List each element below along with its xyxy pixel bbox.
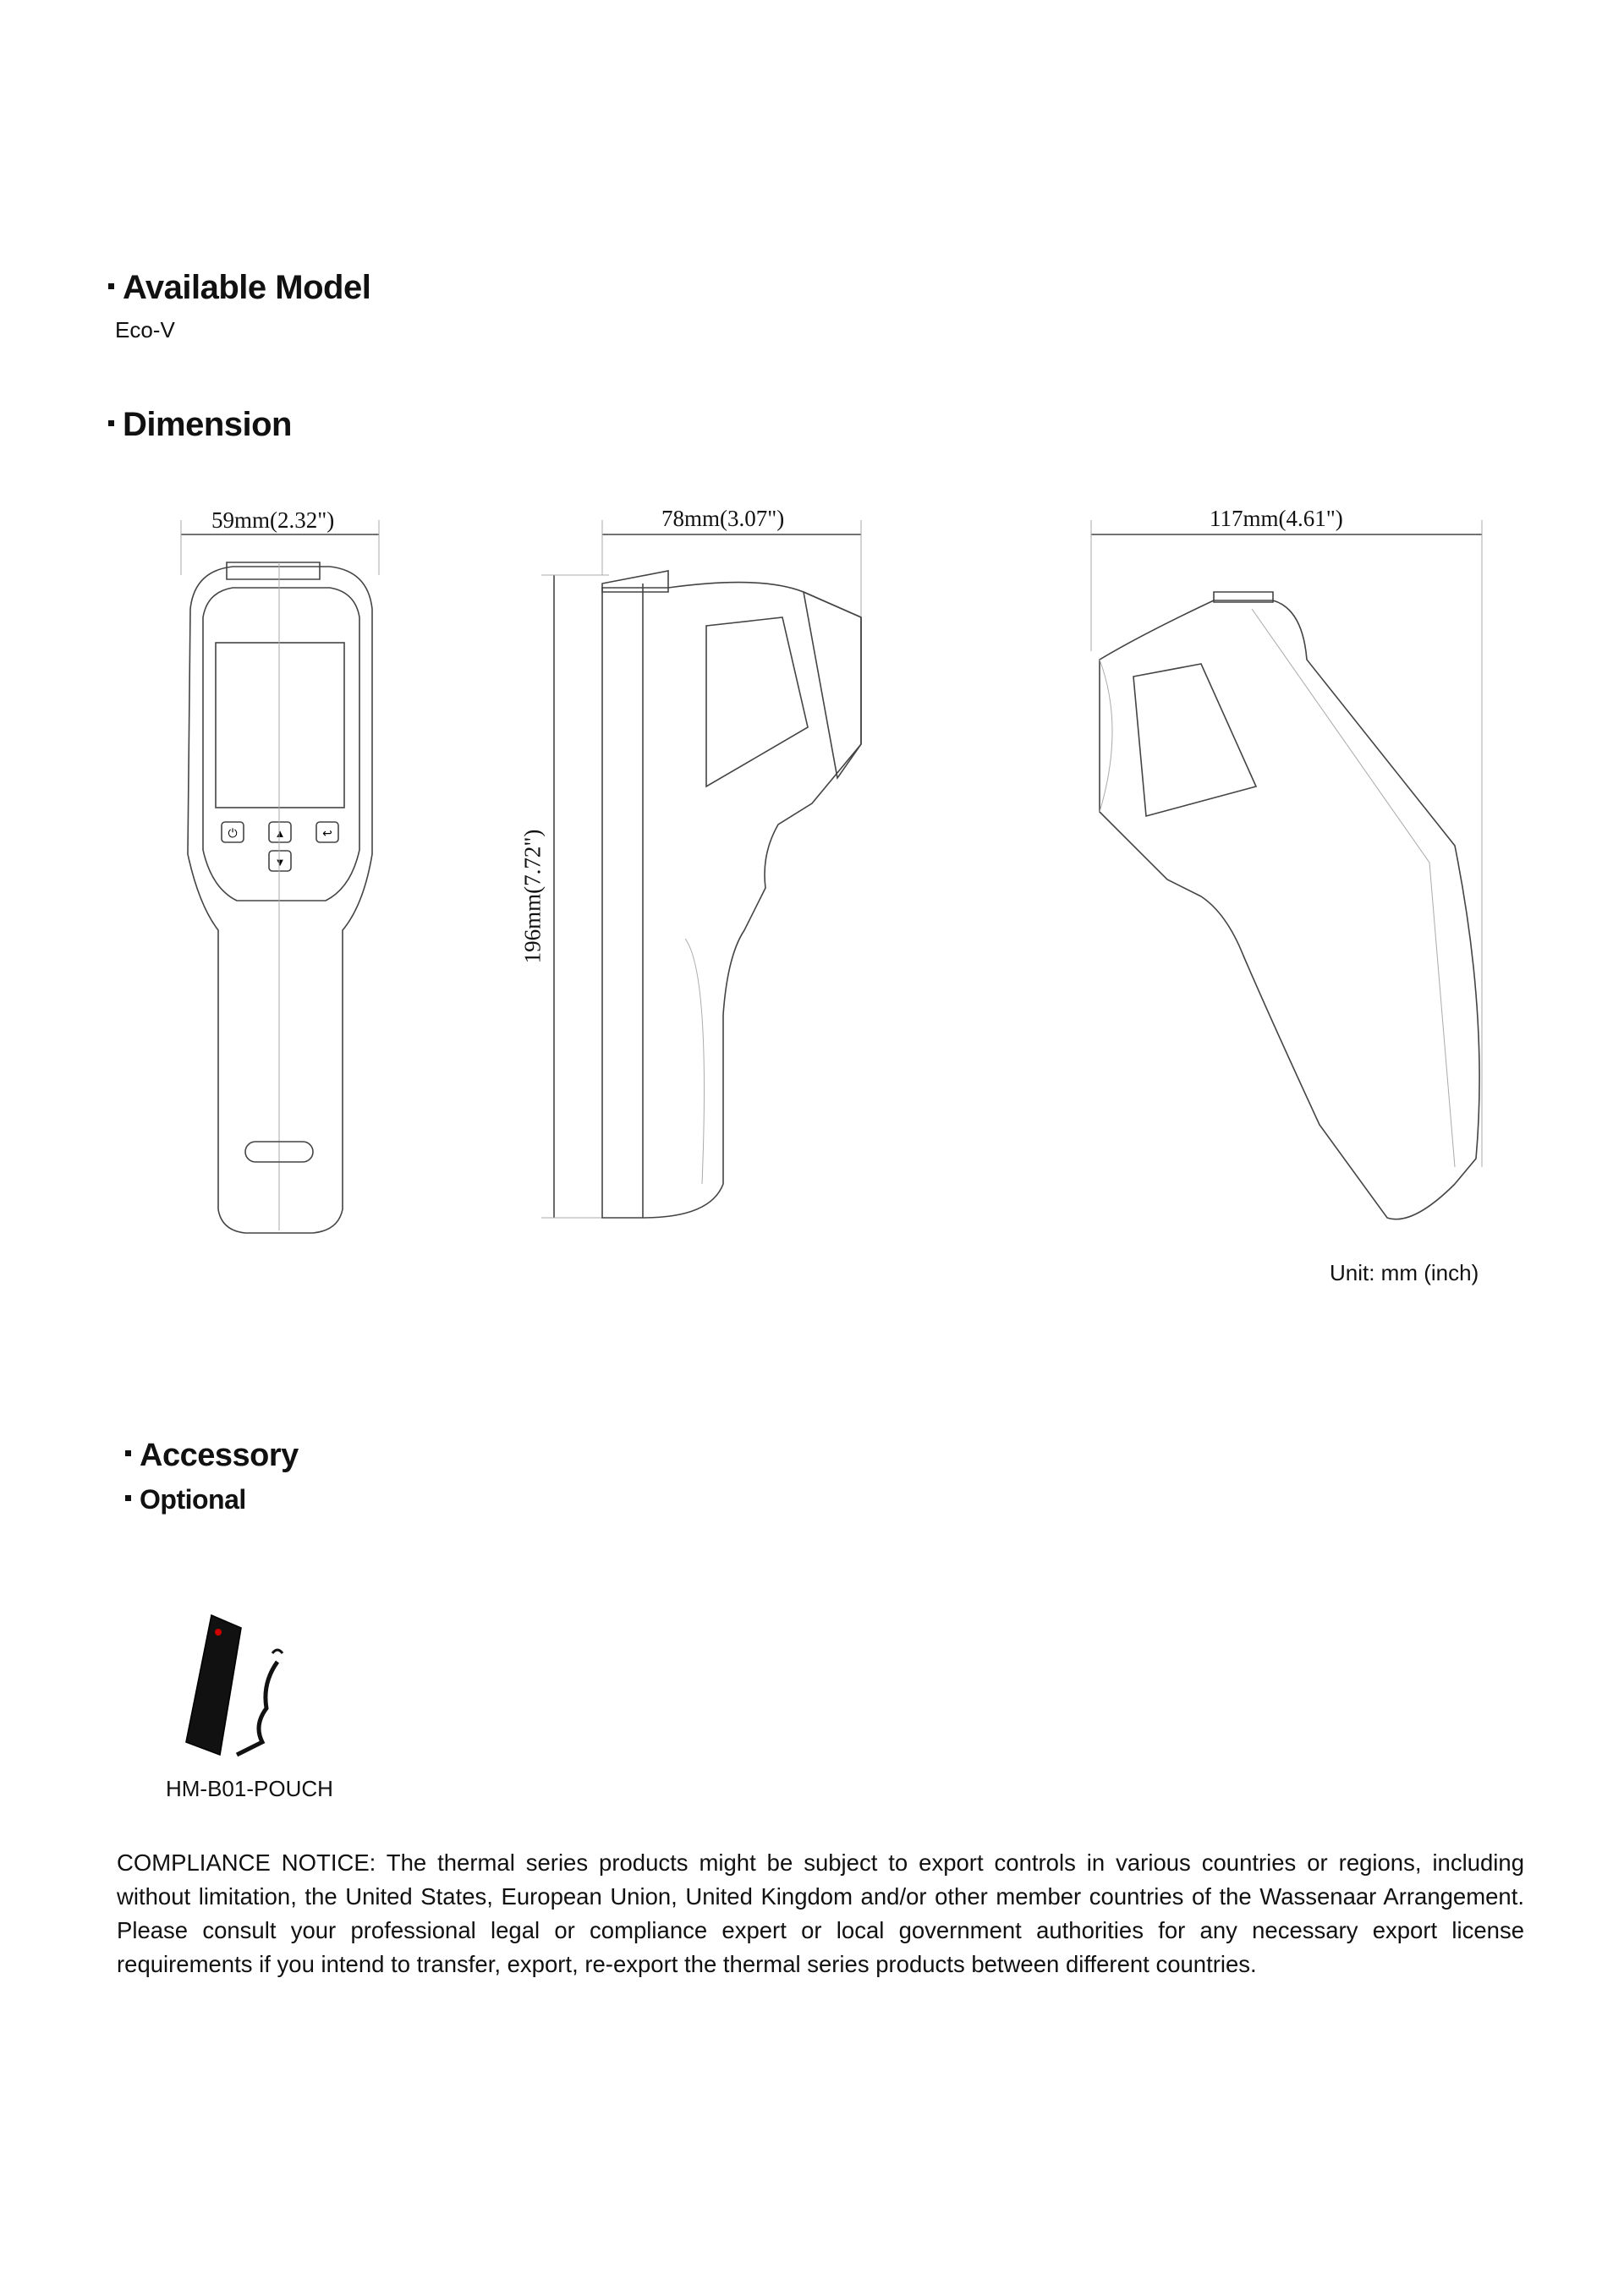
svg-text:⏻: ⏻ [228, 826, 238, 840]
svg-text:▼: ▼ [274, 856, 286, 869]
dim-height: 196mm(7.72") [519, 829, 546, 964]
heading-text: Available Model [123, 269, 371, 306]
heading-text: Accessory [140, 1438, 299, 1473]
accessory-heading [125, 1438, 299, 1474]
heading-text: Dimension [123, 406, 292, 443]
dim-width-front: 59mm(2.32") [211, 507, 335, 533]
heading-text: Optional [140, 1484, 246, 1515]
dim-width-angled: 117mm(4.61") [1210, 506, 1343, 531]
svg-text:▲: ▲ [274, 827, 286, 840]
compliance-notice: COMPLIANCE NOTICE: The thermal series products might be subject to export controls in various countries or regions, including without limitation, the United States, European Union, United Kingdom and/or other member countries of the Wassenaar Arrangement. Please consult your professional legal or compliance expert or local government authorities for any necessary export license requirements if you intend to transfer, export, re-export the thermal series products between different countries. [117, 1849, 1524, 1977]
bullet-icon [125, 1450, 131, 1456]
model-name: Eco-V [115, 317, 175, 342]
svg-text:↩: ↩ [322, 826, 332, 840]
accessory-item-label: HM-B01-POUCH [166, 1776, 333, 1801]
unit-note: Unit: mm (inch) [1330, 1260, 1479, 1285]
pouch-image [178, 1615, 330, 1759]
optional-subheading [125, 1484, 246, 1515]
dim-depth-side: 78mm(3.07") [661, 506, 785, 531]
bullet-icon [125, 1495, 131, 1501]
